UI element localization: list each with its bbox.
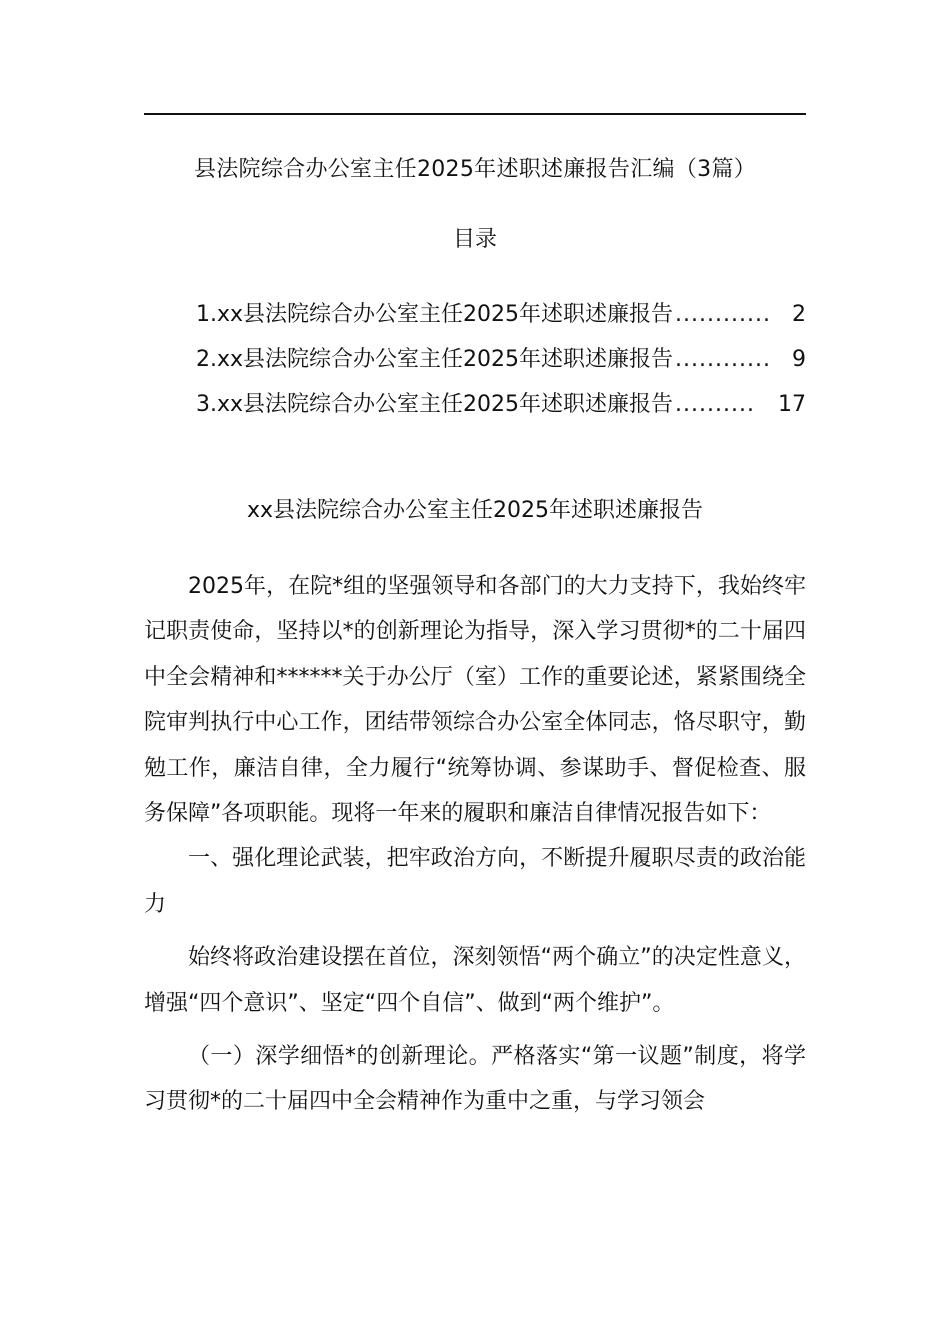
report-title: xx县法院综合办公室主任2025年述职述廉报告 — [246, 498, 704, 523]
body-paragraph: 始终将政治建设摆在首位，深刻领悟“两个确立”的决定性意义，增强“四个意识”、坚定“四个自信”、做到“两个维护”。 — [144, 945, 806, 1016]
document-title: 县法院综合办公室主任2025年述职述廉报告汇编（3篇） — [193, 157, 757, 182]
toc-entry-text: 3.xx县法院综合办公室主任2025年述职述廉报告 — [196, 392, 674, 417]
toc-entry-2[interactable] — [196, 337, 806, 382]
toc-leader-dots: .......... — [675, 392, 755, 417]
toc-leader-dots: ............ — [675, 302, 771, 327]
top-divider — [144, 113, 806, 115]
table-of-contents — [196, 292, 806, 427]
toc-entry-1[interactable] — [196, 292, 806, 337]
toc-entry-text: 1.xx县法院综合办公室主任2025年述职述廉报告 — [196, 302, 674, 327]
toc-heading: 目录 — [452, 227, 497, 252]
toc-leader-dots: ............ — [675, 347, 771, 372]
body-paragraph: （一）深学细悟*的创新理论。严格落实“第一议题”制度，将学习贯彻*的二十届四中全会精神作为重中之重，与学习领会 — [144, 1044, 806, 1115]
toc-entry-3[interactable] — [196, 382, 806, 427]
toc-page-number: 2 — [792, 302, 806, 327]
toc-entry-text: 2.xx县法院综合办公室主任2025年述职述廉报告 — [196, 347, 674, 372]
report-body — [144, 564, 806, 1125]
body-paragraph: 2025年，在院*组的坚强领导和各部门的大力支持下，我始终牢记职责使命，坚持以*的创新理论为指导，深入学习贯彻*的二十届四中全会精神和******关于办公厅（室）工作的重要论述，紧紧围绕全院审判执行中心工作，团结带领综合办公室全体同志，恪尽职守，勤勉工作，廉洁自律，全力履行“统筹协调、参谋助手、督促检查、服务保障”各项职能。现将一年来的履职和廉洁自律情况报告如下： — [144, 574, 806, 827]
section-heading: 一、强化理论武装，把牢政治方向，不断提升履职尽责的政治能力 — [144, 846, 806, 917]
toc-page-number: 17 — [778, 392, 806, 417]
toc-page-number: 9 — [792, 347, 806, 372]
